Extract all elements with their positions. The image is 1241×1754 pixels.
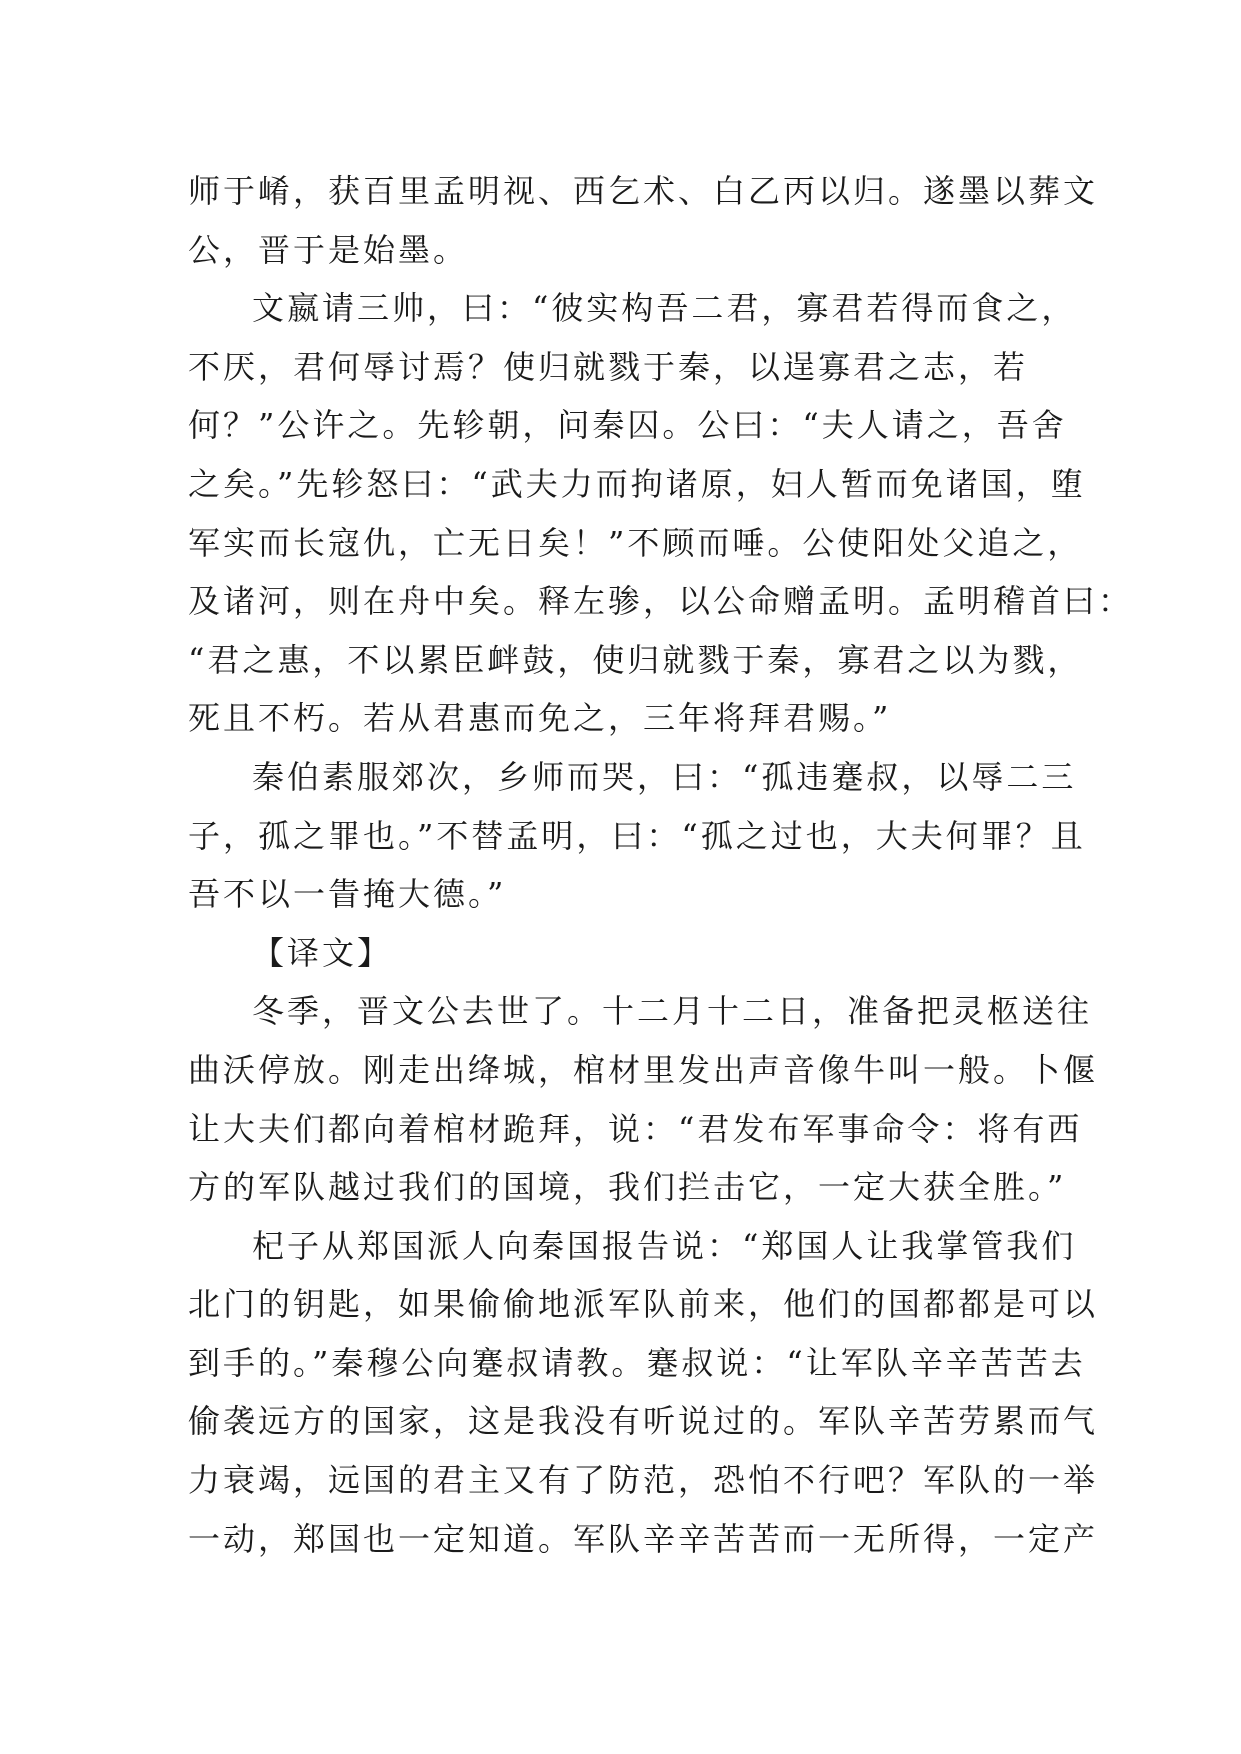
text-line: 师于崤，获百里孟明视、西乞术、白乙丙以归。遂墨以葬文 (188, 172, 1099, 210)
text-line: 公，晋于是始墨。 (188, 230, 469, 269)
text-line: 方的军队越过我们的国境，我们拦击它，一定大获全胜。” (188, 1168, 1067, 1207)
text-line: 曲沃停放。刚走出绛城，棺材里发出声音像牛叫一般。卜偃 (188, 1050, 1099, 1089)
text-line: 北门的钥匙，如果偷偷地派军队前来，他们的国都都是可以 (188, 1285, 1099, 1324)
text-line: 之矣。”先轸怒曰：“武夫力而拘诸原，妇人暂而免诸国，堕 (188, 464, 1086, 503)
text-line: 偷袭远方的国家，这是我没有听说过的。军队辛苦劳累而气 (188, 1402, 1099, 1441)
text-line: 冬季，晋文公去世了。十二月十二日，准备把灵柩送往 (252, 992, 1093, 1031)
text-line: 吾不以一眚掩大德。” (188, 875, 507, 914)
text-line: “君之惠，不以累臣衅鼓，使归就戮于秦，寡君之以为戮， (188, 640, 1083, 679)
text-line: 军实而长寇仇，亡无日矣！”不顾而唾。公使阳处父追之， (188, 523, 1083, 562)
text-line: 力衰竭，远国的君主又有了防范，恐怕不行吧？军队的一举 (188, 1461, 1099, 1500)
text-line: 何？”公许之。先轸朝，问秦囚。公曰：“夫人请之，吾舍 (188, 406, 1067, 445)
text-line: 子，孤之罪也。”不替孟明，曰：“孤之过也，大夫何罪？且 (188, 816, 1086, 855)
document-body (188, 162, 1134, 1568)
text-line: 让大夫们都向着棺材跪拜，说：“君发布军事命令：将有西 (188, 1109, 1083, 1148)
text-line: 到手的。”秦穆公向蹇叔请教。蹇叔说：“让军队辛辛苦苦去 (188, 1343, 1086, 1382)
text-line: 秦伯素服郊次，乡师而哭，曰：“孤违蹇叔，以辱二三 (252, 757, 1077, 796)
text-line: 杞子从郑国派人向秦国报告说：“郑国人让我掌管我们 (252, 1226, 1077, 1265)
text-line: 一动，郑国也一定知道。军队辛辛苦苦而一无所得，一定产 (188, 1519, 1099, 1558)
section-heading: 【译文】 (252, 933, 393, 972)
text-line: 不厌，君何辱讨焉？使归就戮于秦，以逞寡君之志，若 (188, 347, 1029, 386)
text-line: 文嬴请三帅，曰：“彼实构吾二君，寡君若得而食之， (252, 289, 1077, 328)
text-line: 死且不朽。若从君惠而免之，三年将拜君赐。” (188, 699, 892, 738)
text-line: 及诸河，则在舟中矣。释左骖，以公命赠孟明。孟明稽首曰： (188, 582, 1134, 621)
